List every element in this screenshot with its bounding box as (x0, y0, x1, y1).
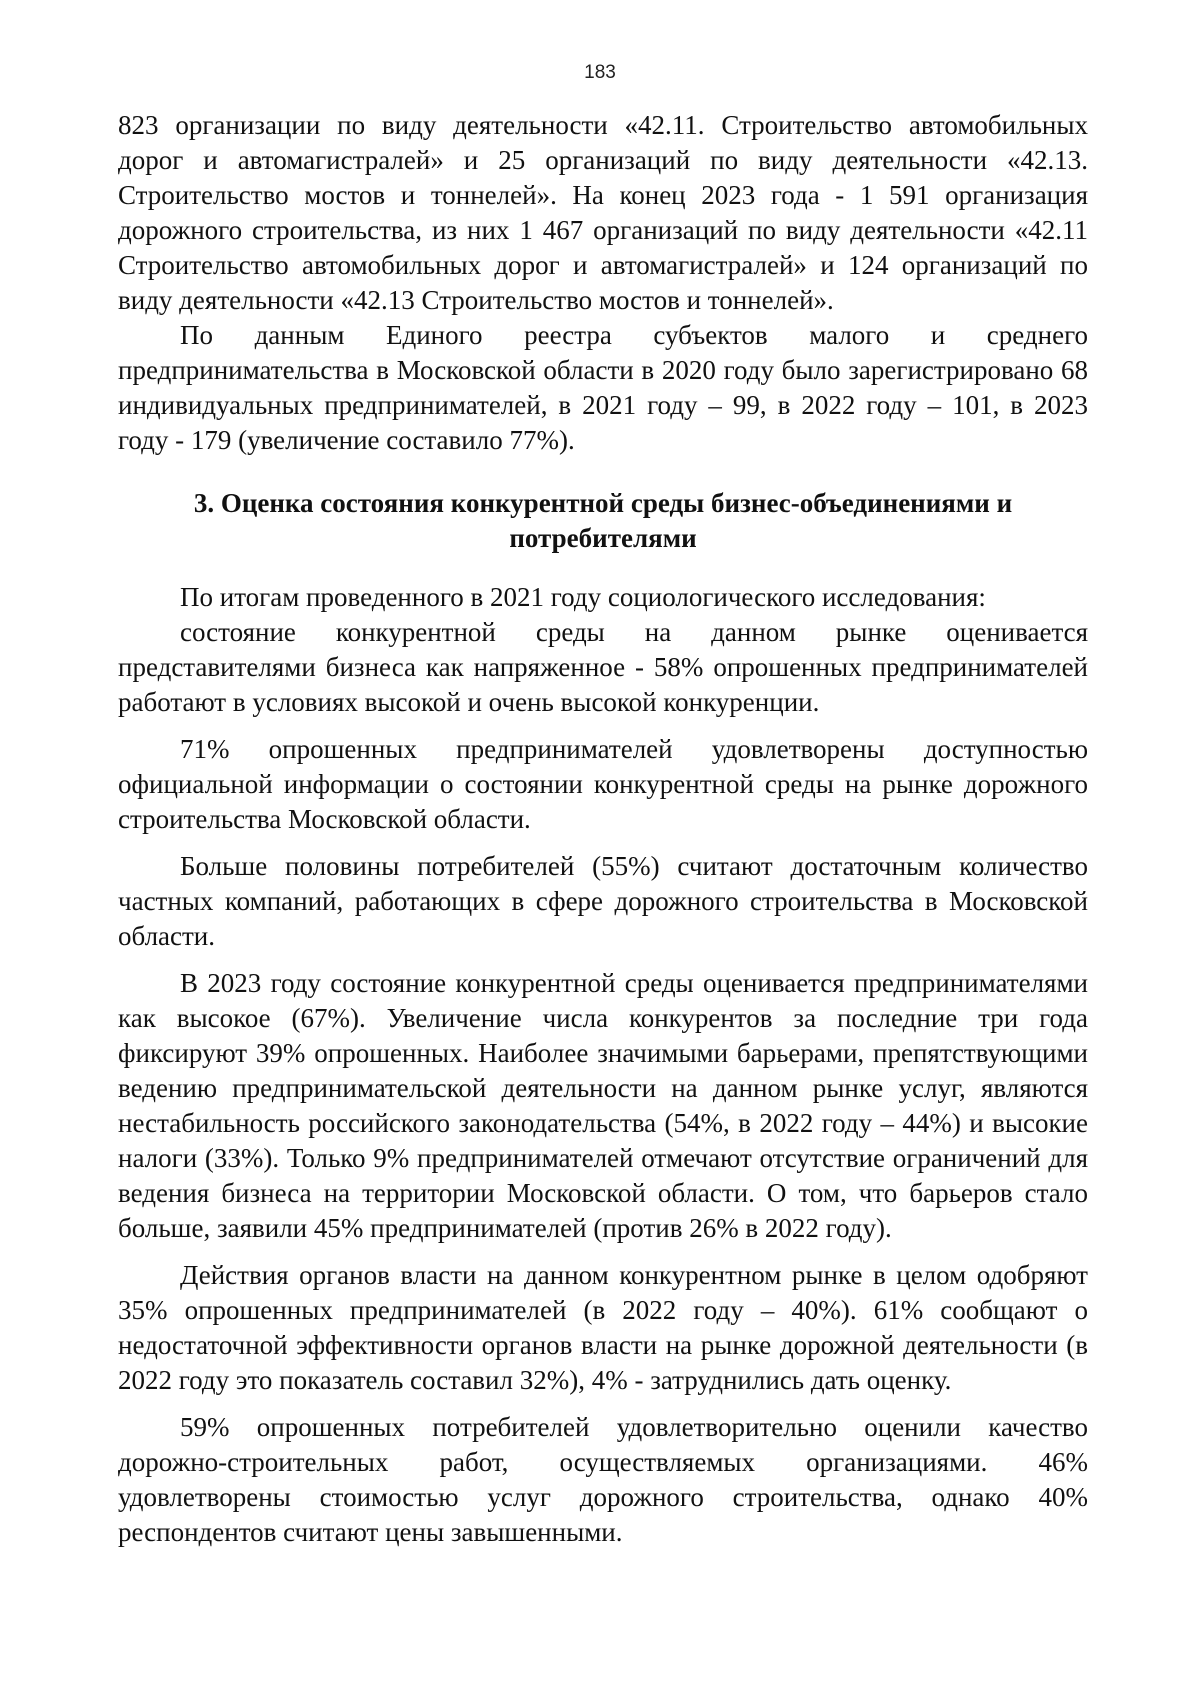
paragraph-2023-assessment: В 2023 году состояние конкурентной среды оценивается предпринимателями как высокое (67%). Увеличение числа конкурентов за последние три года фиксируют 39% опрошенных. Наиболее значимыми барьерами, препятствующими ведению предпринимательской деятельности на данном рынке услуг, являются нестабильность российского законодательства (54%, в 2022 году – 44%) и высокие налоги (33%). Только 9% предпринимателей отмечают отсутствие ограничений для ведения бизнеса на территории Московской области. О том, что барьеров стало больше, заявили 45% предпринимателей (против 26% в 2022 году). (118, 968, 1088, 1243)
paragraph-consumers-companies: Больше половины потребителей (55%) считают достаточным количество частных компаний, работающих в сфере дорожного строительства в Московской области. (118, 851, 1088, 951)
page-body (118, 108, 1088, 1550)
paragraph-authorities-actions: Действия органов власти на данном конкурентном рынке в целом одобряют 35% опрошенных предпринимателей (в 2022 году – 40%). 61% сообщают о недостаточной эффективности органов власти на рынке дорожной деятельности (в 2022 году это показатель составил 32%), 4% - затруднились дать оценку. (118, 1260, 1088, 1395)
paragraph-organizations-count: 823 организации по виду деятельности «42.11. Строительство автомобильных дорог и автомагистралей» и 25 организаций по виду деятельности «42.13. Строительство мостов и тоннелей». На конец 2023 года - 1 591 организация дорожного строительства, из них 1 467 организаций по виду деятельности «42.11 Строительство автомобильных дорог и автомагистралей» и 124 организаций по виду деятельности «42.13 Строительство мостов и тоннелей». (118, 110, 1088, 315)
paragraph-info-availability: 71% опрошенных предпринимателей удовлетворены доступностью официальной информации о состоянии конкурентной среды на рынке дорожного строительства Московской области. (118, 734, 1088, 834)
paragraph-quality-assessment: 59% опрошенных потребителей удовлетворительно оценили качество дорожно-строительных работ, осуществляемых организациями. 46% удовлетворены стоимостью услуг дорожного строительства, однако 40% респондентов считают цены завышенными. (118, 1412, 1088, 1547)
paragraph-entrepreneurs-registry: По данным Единого реестра субъектов малого и среднего предпринимательства в Московской области в 2020 году было зарегистрировано 68 индивидуальных предпринимателей, в 2021 году – 99, в 2022 году – 101, в 2023 году - 179 (увеличение составило 77%). (118, 320, 1088, 455)
paragraph-competition-tension: состояние конкурентной среды на данном рынке оценивается представителями бизнеса как напряженное - 58% опрошенных предпринимателей работают в условиях высокой и очень высокой конкуренции. (118, 617, 1088, 717)
paragraph-survey-intro: По итогам проведенного в 2021 году социологического исследования: (180, 582, 986, 612)
section-heading: 3. Оценка состояния конкурентной среды бизнес-объединениями и потребителями (193, 488, 1013, 553)
page-number: 183 (584, 62, 616, 83)
